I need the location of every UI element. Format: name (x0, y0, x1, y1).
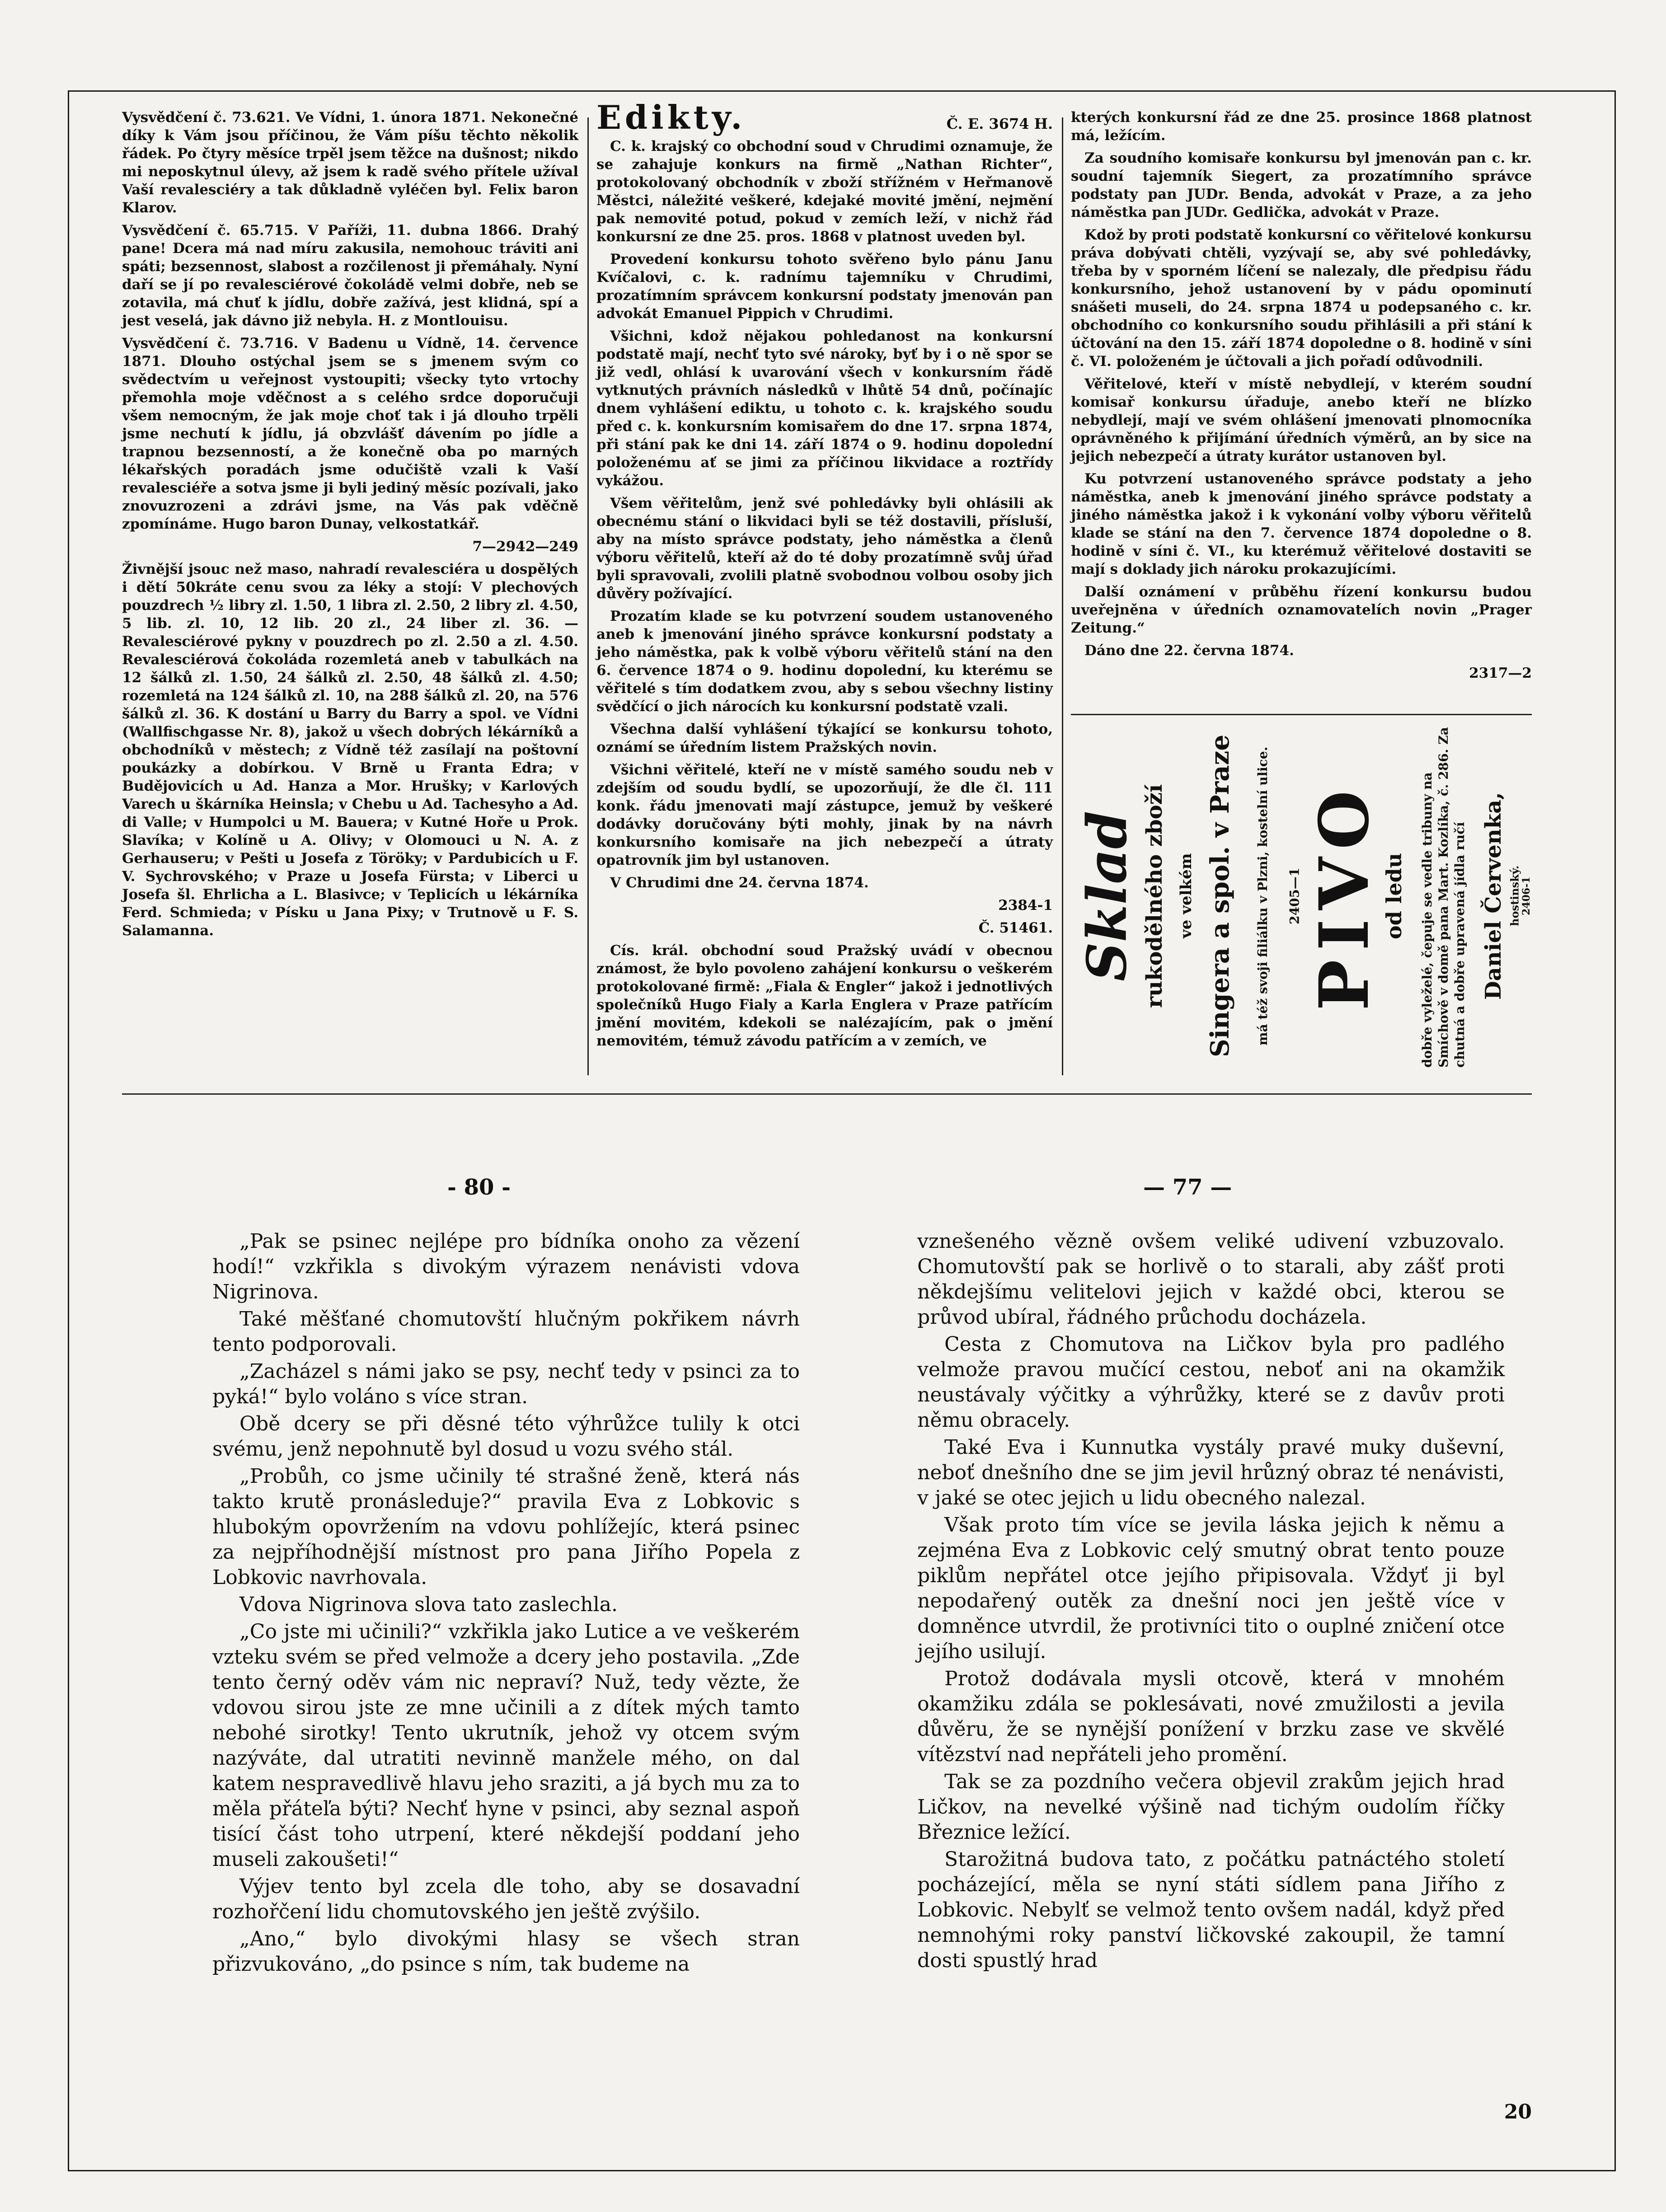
ad-sklad-note: má též svoji filiálku v Plzni, kostelní ulice. (1255, 746, 1270, 1045)
edikt-paragraph: C. k. krajský co obchodní soud v Chrudimi oznamuje, že se zahajuje konkurs na firmě „Nathan Richter“, protokolovaný obchodník v zboží střížném v Heřmanově Městci, náležité veškeré, kdejaké movité jmění, nejmění pak nemovité potud, pokud v zemích leží, v nichž řád konkursní ze dne 25. pros. 1868 v platnost uveden byl. (596, 138, 1053, 245)
konkurs-code: 2317—2 (1469, 665, 1532, 681)
testimonial-3: Vysvědčení č. 73.716. V Badenu u Vídně, 14. července 1871. Dlouho ostýchal jsem se s jmenem svým co svědectvím u veřejnost vystoupiti; všecky tyto vrtochy přemohla moje vděčnost a s celého srdce doporučuji všem nemocným, že jak moje choť tak i já dlouho trpěli jsme nechutí k jídlu, já obzvlášť dávením po jídle a trapnou bezsenností, a že konečně oba po marných lékařských poradách jsme odučiště vzali k Vaší revalesciéře a sotva jsme ji byli jediný měsíc pozívali, jako znovuzrozeni a zdrávi jsme, na Vás pak vděčně zpomínáme. Hugo baron Dunay, velkostatkář. (122, 335, 578, 532)
column-divider (1062, 117, 1063, 1075)
edikt-date: V Chrudimi dne 24. června 1874. (610, 875, 869, 891)
edikt-paragraph: Provedení konkursu tohoto svěřeno bylo pánu Janu Kvíčalovi, c. k. radnímu tajemníku v Chrudimi, prozatímním správcem konkursní podstaty jmenován pan advokát Emanuel Pippich v Chrudimi. (596, 251, 1053, 322)
price-list: Živnější jsouc než maso, nahradí revalesciéra u dospělých i dětí 50kráte cenu svou za léky a stojí: V plechových pouzdrech ½ libry zl. 1.50, 1 libra zl. 2.50, 2 libry zl. 4.50, 5 lib. zl. 10, 12 lib. 20 zl., 24 liber zl. 36. — Revalesciérové pykny v pouzdrech po zl. 2.50 a zl. 4.50. Revalesciérová čokoláda rozemletá aneb v tabulkách na 12 šálků zl. 1.50, 24 šálků zl. 2.50, 48 šálků zl. 4.50; rozemletá na 124 šálků zl. 10, na 288 šálků zl. 20, na 576 šálků zl. 36. K dostání u Barry du Barry a spol. ve Vídni (Wallfischgasse Nr. 8), jakož u všech dobrých lékárníků a obchodníků v městech; z Vídně též zasílají na poštovní poukázky a dobírkou. V Brně u Franta Edra; v Budějovicích u Ad. Hanza a Mor. Hrušky; v Karlových Varech u škárníka Heinsla; v Chebu u Ad. Tachesyho a Ad. di Valle; v Humpolci u M. Bauera; v Kutné Hoře u Prok. Slavíka; v Kolíně u A. Olivy; v Olomouci u N. A. z Gerhauseru; v Pešti u Josefa z Töröky; v Pardubicích u F. V. Sychrovského; v Praze u Josefa Fürsta; v Liberci u Josefa šl. Ehrlicha a L. Blasivce; v Teplicích u lékárníka Ferd. Schmieda; v Písku u Jana Pixy; v Trutnově u F. S. Salamanna. (122, 561, 578, 939)
edikty-title: Edikty. (596, 98, 746, 136)
ad-pivo-text: dobře vyleželé, čepuje se vedle tribuny na Smíchově v domě pana Mart. Kozlíka, č. 286. Za chutná a dobře upravená jídla ručí (1420, 727, 1467, 1068)
reference-code: 7—2942—249 (472, 539, 578, 555)
signature-mark: 20 (1504, 2100, 1532, 2123)
book-paragraph: Cesta z Chomutova na Ličkov byla pro padlého velmože pravou mučící cestou, neboť ani na okamžik neustávaly výčitky a výhrůžky, které se z davův proti němu obracely. (917, 1333, 1505, 1432)
book-paragraph: „Zacházel s námi jako se psy, nechť tedy v psinci za to pyká!“ bylo voláno s více stran. (212, 1360, 800, 1408)
konkurs-paragraph: Kdož by proti podstatě konkursní co věřitelové konkursu práva dobývati chtěli, vyzývají se, aby své pohledávky, třeba by v sporném líčení se nalezaly, dle předpisu řádu konkursního, jehož ustanovení by v pádu opominutí snášeti museli, do 24. srpna 1874 u podepsaného c. kr. obchodního co konkursního soudu přihlásili a při stání k účtování na den 15. září 1874 dopoledne o 8. hodině v síni č. VI. položeném je účtovali a jich pořadí odůvodnili. (1071, 227, 1532, 370)
book-paragraph: Protož dodávala mysli otcově, která v mnohém okamžiku zdála se poklesávati, nové zmužilosti a jevila důvěru, že se nynější ponížení v brzku zase ve skvělé vítězství nad nepřáteli jeho promění. (917, 1667, 1505, 1766)
advert-column-revalesciere (122, 108, 578, 1075)
konkurs-paragraph: Věřitelové, kteří v místě nebydlejí, v kterém soudní komisař konkursu úřaduje, anebo kteří ne blízko nebydlejí, mají ve svém ohlášení jmenovati plnomocníka oprávněného k přijímání úředních výměrů, an by sice na jejich nebezpečí a útraty kurátor ustanoven byl. (1071, 376, 1532, 464)
book-paragraph: „Probůh, co jsme učinily té strašné ženě, která nás takto krutě pronásleduje?“ pravila Eva z Lobkovic s hlubokým opovržením na vdovu pohlížejíc, která psinec za nejpříhodnější místnost pro pana Jiřího Popela z Lobkovic navrhovala. (212, 1465, 800, 1589)
ad-sklad-line1: ve velkém (1177, 853, 1195, 939)
book-paragraph: Obě dcery se při děsné této výhrůžce tulily k otci svému, jenž nepohnutě byl dosud u vozu svého stál. (212, 1412, 800, 1461)
book-paragraph: Také měšťané chomutovští hlučným pokřikem návrh tento podporovali. (212, 1308, 800, 1356)
page-number-right: — 77 — (1143, 1175, 1232, 1200)
konkurs-date: Dáno dne 22. června 1874. (1084, 642, 1294, 659)
section-divider (122, 1093, 1532, 1095)
ad-pivo-name: Daniel Červenka, (1481, 792, 1506, 1000)
upper-newspaper-section (122, 98, 1532, 1093)
edikt-paragraph: Všichni, kdož nějakou pohledanost na konkursní podstatě mají, nechť tyto své nároky, byť by i o ně spor se již vedl, ohlásí k uvarování všech v konkursním řádě vytknutých právních následků v lhůtě 54 dnů, počínajíc dnem vyhlášení ediktu, u tohoto c. k. krajského soudu před c. k. konkursním komisařem do dne 17. srpna 1874, při stání pak ke dni 14. září 1874 o 9. hodinu dopolední položenému ať se jimi za příčinou likvidace a roztřídy vykážou. (596, 328, 1053, 489)
edikt-code: 2384-1 (998, 897, 1053, 914)
edikt-paragraph: Všechna další vyhlášení týkající se konkursu tohoto, oznámí se úředním listem Pražských novin. (596, 721, 1053, 755)
edikt-number-2: Č. 51461. (978, 920, 1053, 936)
book-paragraph: „Ano,“ bylo divokými hlasy se všech stran přizvukováno, „do psince s ním, tak budeme na (212, 1927, 800, 1976)
book-page-left (212, 1229, 800, 2114)
book-paragraph: Starožitná budova tato, z počátku patnáctého století pocházející, měla se nyní státi sídlem pana Jiřího z Lobkovic. Nebylť se velmož tento ovšem nadál, když před nemnohými roky panství ličkovské zakoupil, že tamní dosti spustlý hrad (917, 1848, 1505, 1972)
testimonial-1: Vysvědčení č. 73.621. Ve Vídni, 1. února 1871. Nekonečné díky k Vám jsou příčinou, že Vám píšu těchto několik řádek. Po čtyry měsíce trpěl jsem těžce na dušnost; nikdo mi neposkytnul úlevy, až jsem k radě svého přítele užíval Vaší revalesciéry a tak důkladně vyléčen byl. Felix baron Klarov. (122, 109, 578, 216)
edikty-number: Č. E. 3674 H. (946, 115, 1053, 132)
column-divider (587, 117, 589, 1075)
konkurs-paragraph: Za soudního komisaře konkursu byl jmenován pan c. kr. soudní tajemník Siegert, za prozatímního správce podstaty pan JUDr. Benda, advokát v Praze, a za jeho náměstka pan JUDr. Gedlička, advokát v Praze. (1071, 150, 1532, 220)
ad-sklad-code: 2405—1 (1287, 867, 1302, 924)
edikt-paragraph: Prozatím klade se ku potvrzení soudem ustanoveného aneb k jmenování jiného správce konkursní podstaty a jeho náměstka, pak k volbě výboru věřitelů stání na den 6. července 1874 o 9. hodinu dopolední, ku kterému se věřitelé s tím dodatkem zvou, aby s sebou všechny listiny svědčící o jich nárocích ku konkursní podstatě vzali. (596, 608, 1053, 715)
book-paragraph: Však proto tím více se jevila láska jejich k němu a zejména Eva z Lobkovic celý smutný obrat tento pouze piklům nepřátel otce jejího připisovala. Vždyť ji byl nepodařený outěk za dnešní noci jen ještě více v domněnce utvrdil, že protivníci tito o ouplné zničení otce jejího usilují. (917, 1514, 1505, 1663)
book-paragraph: Také Eva i Kunnutka vystály pravé muky duševní, neboť dnešního dne se jim jevil hrůzný obraz té nenávisti, v jaké se otec jejich u lidu obecného nalezal. (917, 1436, 1505, 1509)
ad-pivo-role: hostinský. (1508, 865, 1521, 927)
edikty-header (596, 98, 1053, 136)
konkurs-paragraph: Další oznámení v průběhu řízení konkursu budou uveřejněna v úředních oznamovatelích novin „Prager Zeitung.“ (1071, 584, 1532, 636)
ad-pivo-code: 2406-1 (1521, 876, 1532, 915)
book-paragraph: Tak se za pozdního večera objevil zrakům jejich hrad Ličkov, na nevelké výšině nad tichým oudolím říčky Březnice ležící. (917, 1770, 1505, 1844)
ad-sklad-sub: rukodělného zboží (1142, 784, 1167, 1008)
book-paragraph: „Co jste mi učinili?“ vzkřikla jako Lutice a ve veškerém vzteku svém se před velmože a dcery jeho postavila. „Zde tento černý oděv vám nic nepraví? Nuž, tedy vězte, že vdovou sirou jste ze mne učinili a z dítek mých tamto nebohé sirotky! Tento ukrutník, jehož vy otcem svým nazýváte, dal utratiti nevinně manžele mého, on dal katem nespravedlivě hlavu jeho sraziti, a já bych mu za to měla přáteľa býti? Nechť hyne v psinci, aby seznal aspoň tisící část toho utrpení, které někdejší poddaní jeho museli zakoušeti!“ (212, 1620, 800, 1871)
konkurs-column (1071, 108, 1532, 705)
edikt-paragraph: Všem věřitelům, jenž své pohledávky byli ohlásili ak obecnému stání o likvidaci byli se též dostavili, přísluší, aby na místo správce podstaty, jeho náměstka a členů výboru věřitelů, kteří až do té doby prozatímně svůj úřad byli spravovali, zvolili platně svobodnou volbou osoby jich důvěry požívající. (596, 495, 1053, 602)
ad-sklad-title: Sklad (1075, 811, 1139, 981)
ad-sklad-brand: Singera a spol. v Praze (1205, 735, 1235, 1057)
testimonial-2: Vysvědčení č. 65.715. V Paříži, 11. dubna 1866. Drahý pane! Dcera má nad míru zakusila, nemohouc tráviti ani spáti; bezsennost, slabost a rozčilenost ji přemáhaly. Nyní daří se jí po revalesciérové čokoládě velmi dobře, neb se zotavila, má chuť k jídlu, dobře zažívá, jest klidná, spí a jest veselá, jak dávno již nebyla. H. z Montlouisu. (122, 222, 578, 329)
edikty-column (596, 98, 1053, 1075)
advert-box (1071, 714, 1532, 1077)
book-paragraph: vznešeného vězně ovšem veliké udivení vzbuzovalo. Chomutovští pak se horlivě o to starali, aby zášť proti někdejšímu velitelovi jejich v každé obci, kterou se průvod ubíral, řádného průchodu docházela. (917, 1230, 1505, 1329)
edikt-paragraph: Cís. král. obchodní soud Pražský uvádí v obecnou známost, že bylo povoleno zahájení konkursu o veškerém protokolované firmě: „Fiala & Engler“ jakož i jednotlivých společníků Hugo Fialy a Karla Englera v Praze patřícím jmění movitém, kdekoli se nalézajícím, pak o jmění nemovitém, témuž závodu patřícím a v zemích, ve (596, 942, 1053, 1049)
book-paragraph: Výjev tento byl zcela dle toho, aby se dosavadní rozhořčení lidu chomutovského jen ještě zvýšilo. (212, 1875, 800, 1923)
edikt-paragraph: Všichni věřitelé, kteří ne v místě samého soudu neb v zdejším od soudu bydlí, se upozorňují, že dle čl. 111 konk. řádu jmenovati mají zástupce, jemuž by veškeré dodávky doručovány býti mohly, jinak by na návrh konkursního komisaře na jich nebezpečí a útraty opatrovník jim byl ustanoven. (596, 762, 1053, 868)
book-paragraph: Vdova Nigrinova slova tato zaslechla. (239, 1593, 618, 1616)
ad-pivo-sub: od ledu (1382, 853, 1406, 939)
page-number-left: - 80 - (447, 1175, 511, 1200)
konkurs-paragraph: Ku potvrzení ustanoveného správce podstaty a jeho náměstka, aneb k jmenování jiného správce podstaty a jiného náměstka jakož i k vykonání volby výboru věřitelů klade se stání na den 7. července 1874 dopoledne o 8. hodině v síni č. VI., ku kterémuž věřitelové dostaviti se mají s doklady jich nároku prokazujícími. (1071, 471, 1532, 577)
ad-pivo-title: PIVO (1305, 781, 1384, 1011)
lower-book-section (122, 1175, 1532, 2123)
book-paragraph: „Pak se psinec nejlépe pro bídníka onoho za vězení hodí!“ vzkřikla s divokým výrazem nenávisti vdova Nigrinova. (212, 1230, 800, 1303)
konkurs-paragraph: kterých konkursní řád ze dne 25. prosince 1868 platnost má, ležícím. (1071, 109, 1532, 144)
book-page-right (917, 1229, 1505, 2114)
